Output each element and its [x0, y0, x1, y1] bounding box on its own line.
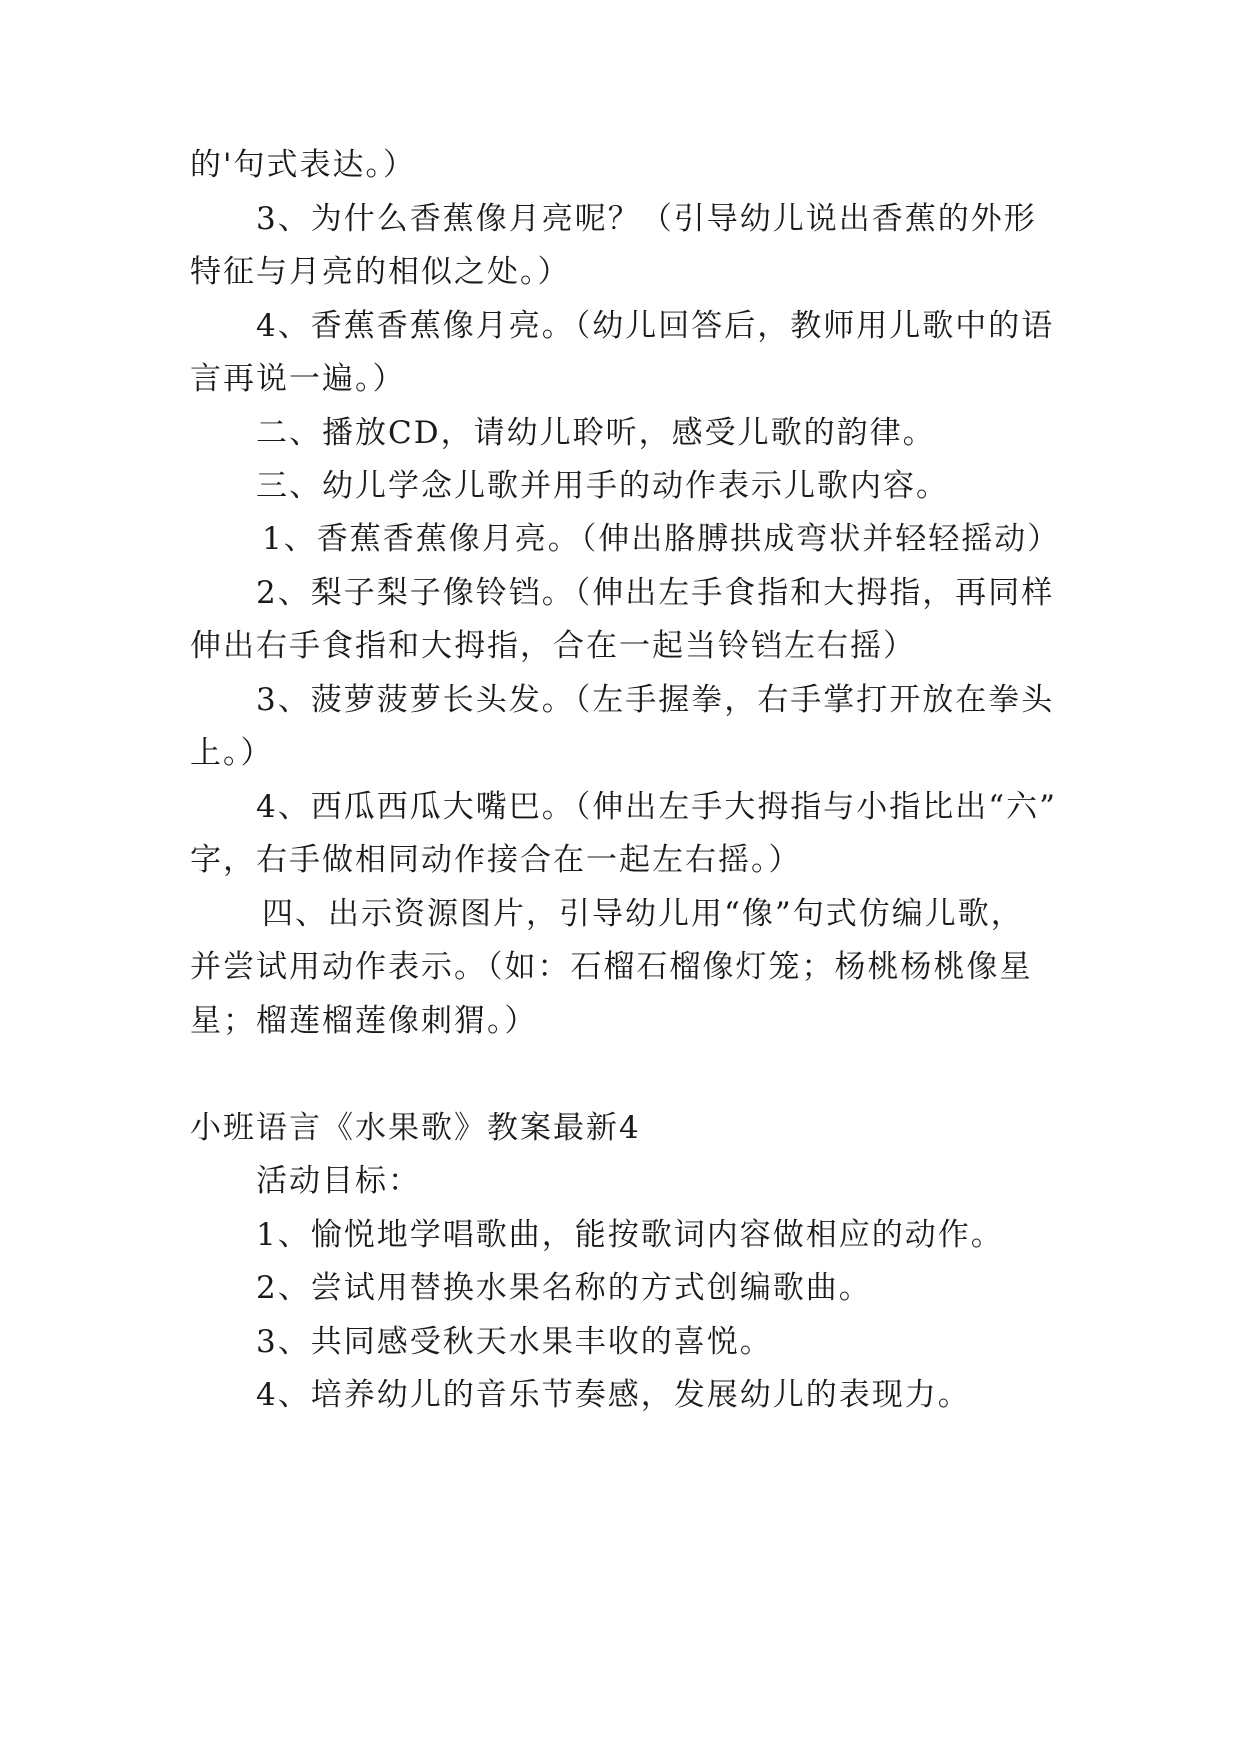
text-line: 三、幼儿学念儿歌并用手的动作表示儿歌内容。: [256, 468, 949, 504]
text-line: 2、尝试用替换水果名称的方式创编歌曲。: [256, 1270, 872, 1306]
text-line: 伸出右手食指和大拇指，合在一起当铃铛左右摇）: [190, 628, 916, 664]
section-heading: 小班语言《水果歌》教案最新4: [190, 1110, 641, 1146]
text-line: 1、愉悦地学唱歌曲，能按歌词内容做相应的动作。: [256, 1217, 1004, 1253]
text-line: 4、西瓜西瓜大嘴巴。（伸出左手大拇指与小指比出“六”: [256, 789, 1057, 825]
text-line: 的'句式表达。）: [190, 147, 417, 183]
text-line: 1、香蕉香蕉像月亮。（伸出胳膊拱成弯状并轻轻摇动）: [262, 521, 1061, 557]
text-line: 星；榴莲榴莲像刺猬。）: [190, 1003, 538, 1039]
text-line: 3、为什么香蕉像月亮呢？（引导幼儿说出香蕉的外形: [256, 201, 1037, 237]
text-line: 2、梨子梨子像铃铛。（伸出左手食指和大拇指，再同样: [256, 575, 1055, 611]
text-line: 3、共同感受秋天水果丰收的喜悦。: [256, 1324, 773, 1360]
text-line: 二、播放CD，请幼儿聆听，感受儿歌的韵律。: [256, 415, 936, 451]
text-line: 四、出示资源图片，引导幼儿用“像”句式仿编儿歌，: [262, 896, 1024, 932]
text-line: 4、香蕉香蕉像月亮。（幼儿回答后，教师用儿歌中的语: [256, 308, 1055, 344]
text-line: 上。）: [190, 735, 274, 771]
text-line: 3、菠萝菠萝长头发。（左手握拳，右手掌打开放在拳头: [256, 682, 1055, 718]
text-line: 字，右手做相同动作接合在一起左右摇。）: [190, 842, 802, 878]
text-line: 活动目标：: [256, 1163, 421, 1199]
text-line: 4、培养幼儿的音乐节奏感，发展幼儿的表现力。: [256, 1377, 971, 1413]
text-line: 特征与月亮的相似之处。）: [190, 254, 571, 290]
text-line: 言再说一遍。）: [190, 361, 406, 397]
text-line: 并尝试用动作表示。（如：石榴石榴像灯笼；杨桃杨桃像星: [190, 949, 1033, 985]
